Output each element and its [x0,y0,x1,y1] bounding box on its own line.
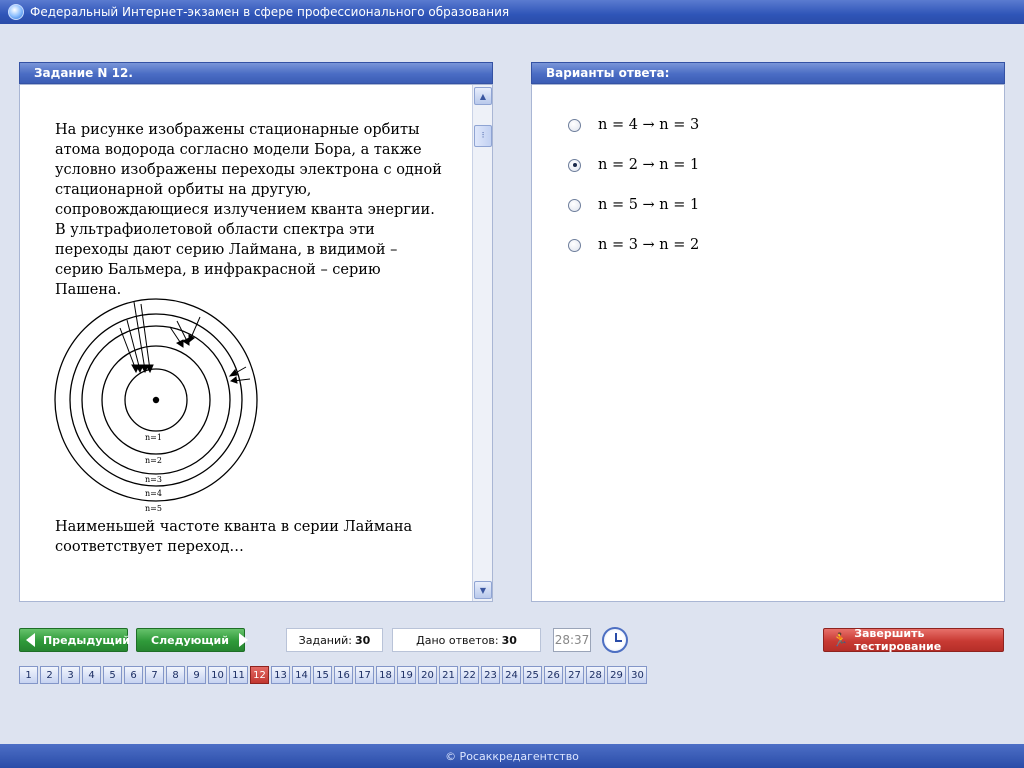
question-number-button[interactable]: 11 [229,666,248,684]
question-number-button[interactable]: 12 [250,666,269,684]
question-number-button[interactable]: 27 [565,666,584,684]
next-label: Следующий [151,633,229,647]
question-number-button[interactable]: 9 [187,666,206,684]
radio-button[interactable] [568,119,581,132]
footer [0,744,1024,768]
question-number-button[interactable]: 25 [523,666,542,684]
question-number-button[interactable]: 18 [376,666,395,684]
question-number-button[interactable]: 26 [544,666,563,684]
question-number-button[interactable]: 4 [82,666,101,684]
scroll-down-button[interactable]: ▼ [474,581,492,599]
question-number-button[interactable]: 7 [145,666,164,684]
answer-option-1[interactable] [568,117,699,133]
answer-label: n = 5 → n = 1 [598,197,700,213]
task-panel-header [19,62,493,84]
question-number-button[interactable]: 2 [40,666,59,684]
question-number-button[interactable]: 29 [607,666,626,684]
window-title: Федеральный Интернет-экзамен в сфере профессионального образования [30,5,510,19]
clock-icon [602,627,628,653]
orbit-label-n3: n=3 [145,475,162,484]
orbit-label-n1: n=1 [145,433,162,442]
task-question: Наименьшей частоте кванта в серии Лаймана соответствует переход… [55,519,413,555]
transition-arrows [120,302,250,383]
question-number-button[interactable]: 22 [460,666,479,684]
arrow-right-icon [239,633,248,647]
orbit-label-n4: n=4 [145,489,162,498]
question-number-button[interactable]: 13 [271,666,290,684]
question-number-button[interactable]: 30 [628,666,647,684]
finish-testing-button[interactable] [823,628,1004,652]
radio-button[interactable] [568,239,581,252]
question-number-button[interactable]: 8 [166,666,185,684]
answered-label: Дано ответов: [416,633,499,647]
answer-label: n = 3 → n = 2 [598,237,700,253]
arrow-left-icon [26,633,35,647]
question-number-button[interactable]: 5 [103,666,122,684]
question-number-button[interactable]: 21 [439,666,458,684]
total-tasks-box [286,628,383,652]
answer-label: n = 4 → n = 3 [598,117,700,133]
question-number-button[interactable]: 1 [19,666,38,684]
previous-label: Предыдущий [43,633,131,647]
footer-text: © Росаккредагентство [445,749,579,763]
previous-button[interactable] [19,628,131,652]
scroll-thumb[interactable]: ⁝ [474,125,492,147]
question-number-button[interactable]: 28 [586,666,605,684]
total-tasks-label: Заданий: [298,633,353,647]
orbit-label-n5: n=5 [145,504,162,513]
timer-display: 28:37 [553,628,591,652]
question-number-button[interactable]: 3 [61,666,80,684]
window-titlebar [0,0,1024,24]
answer-option-2[interactable] [568,157,699,173]
orbit-label-n2: n=2 [145,456,162,465]
answered-value: 30 [501,633,517,647]
task-title: Задание N 12. [34,66,133,80]
task-text: На рисунке изображены стационарные орбиты атома водорода согласно модели Бора, а также условно изображены переходы электрона с одной стационарной орбиты на другую, сопровождающиеся излучением кванта энергии. В ультрафиолетовой области спектра эти переходы дают серию Лаймана, в видимой – серию Бальмера, в инфракрасной – серию Пашена. [55,122,442,298]
scroll-up-button[interactable]: ▲ [474,87,492,105]
answers-panel-header [531,62,1005,84]
running-man-icon: 🏃 [832,632,849,648]
radio-button[interactable] [568,199,581,212]
answers-title: Варианты ответа: [546,66,670,80]
question-number-button[interactable]: 14 [292,666,311,684]
next-button[interactable] [136,628,245,652]
answer-option-4[interactable] [568,237,699,253]
question-number-button[interactable]: 19 [397,666,416,684]
nucleus [153,397,159,403]
radio-button-selected[interactable] [568,159,581,172]
answers-panel [531,84,1005,602]
question-number-button[interactable]: 16 [334,666,353,684]
finish-label: Завершить тестирование [854,627,942,653]
answered-box [392,628,541,652]
question-number-button[interactable]: 6 [124,666,143,684]
question-number-button[interactable]: 10 [208,666,227,684]
question-number-button[interactable]: 15 [313,666,332,684]
bohr-orbits-figure [50,295,270,515]
question-number-bar [19,666,649,684]
question-number-button[interactable]: 24 [502,666,521,684]
globe-logo-icon [8,4,24,20]
task-panel [19,84,493,602]
question-number-button[interactable]: 20 [418,666,437,684]
total-tasks-value: 30 [355,633,371,647]
question-number-button[interactable]: 17 [355,666,374,684]
question-number-button[interactable]: 23 [481,666,500,684]
task-scrollbar[interactable] [472,85,492,601]
answer-option-3[interactable] [568,197,699,213]
answer-label: n = 2 → n = 1 [598,157,700,173]
